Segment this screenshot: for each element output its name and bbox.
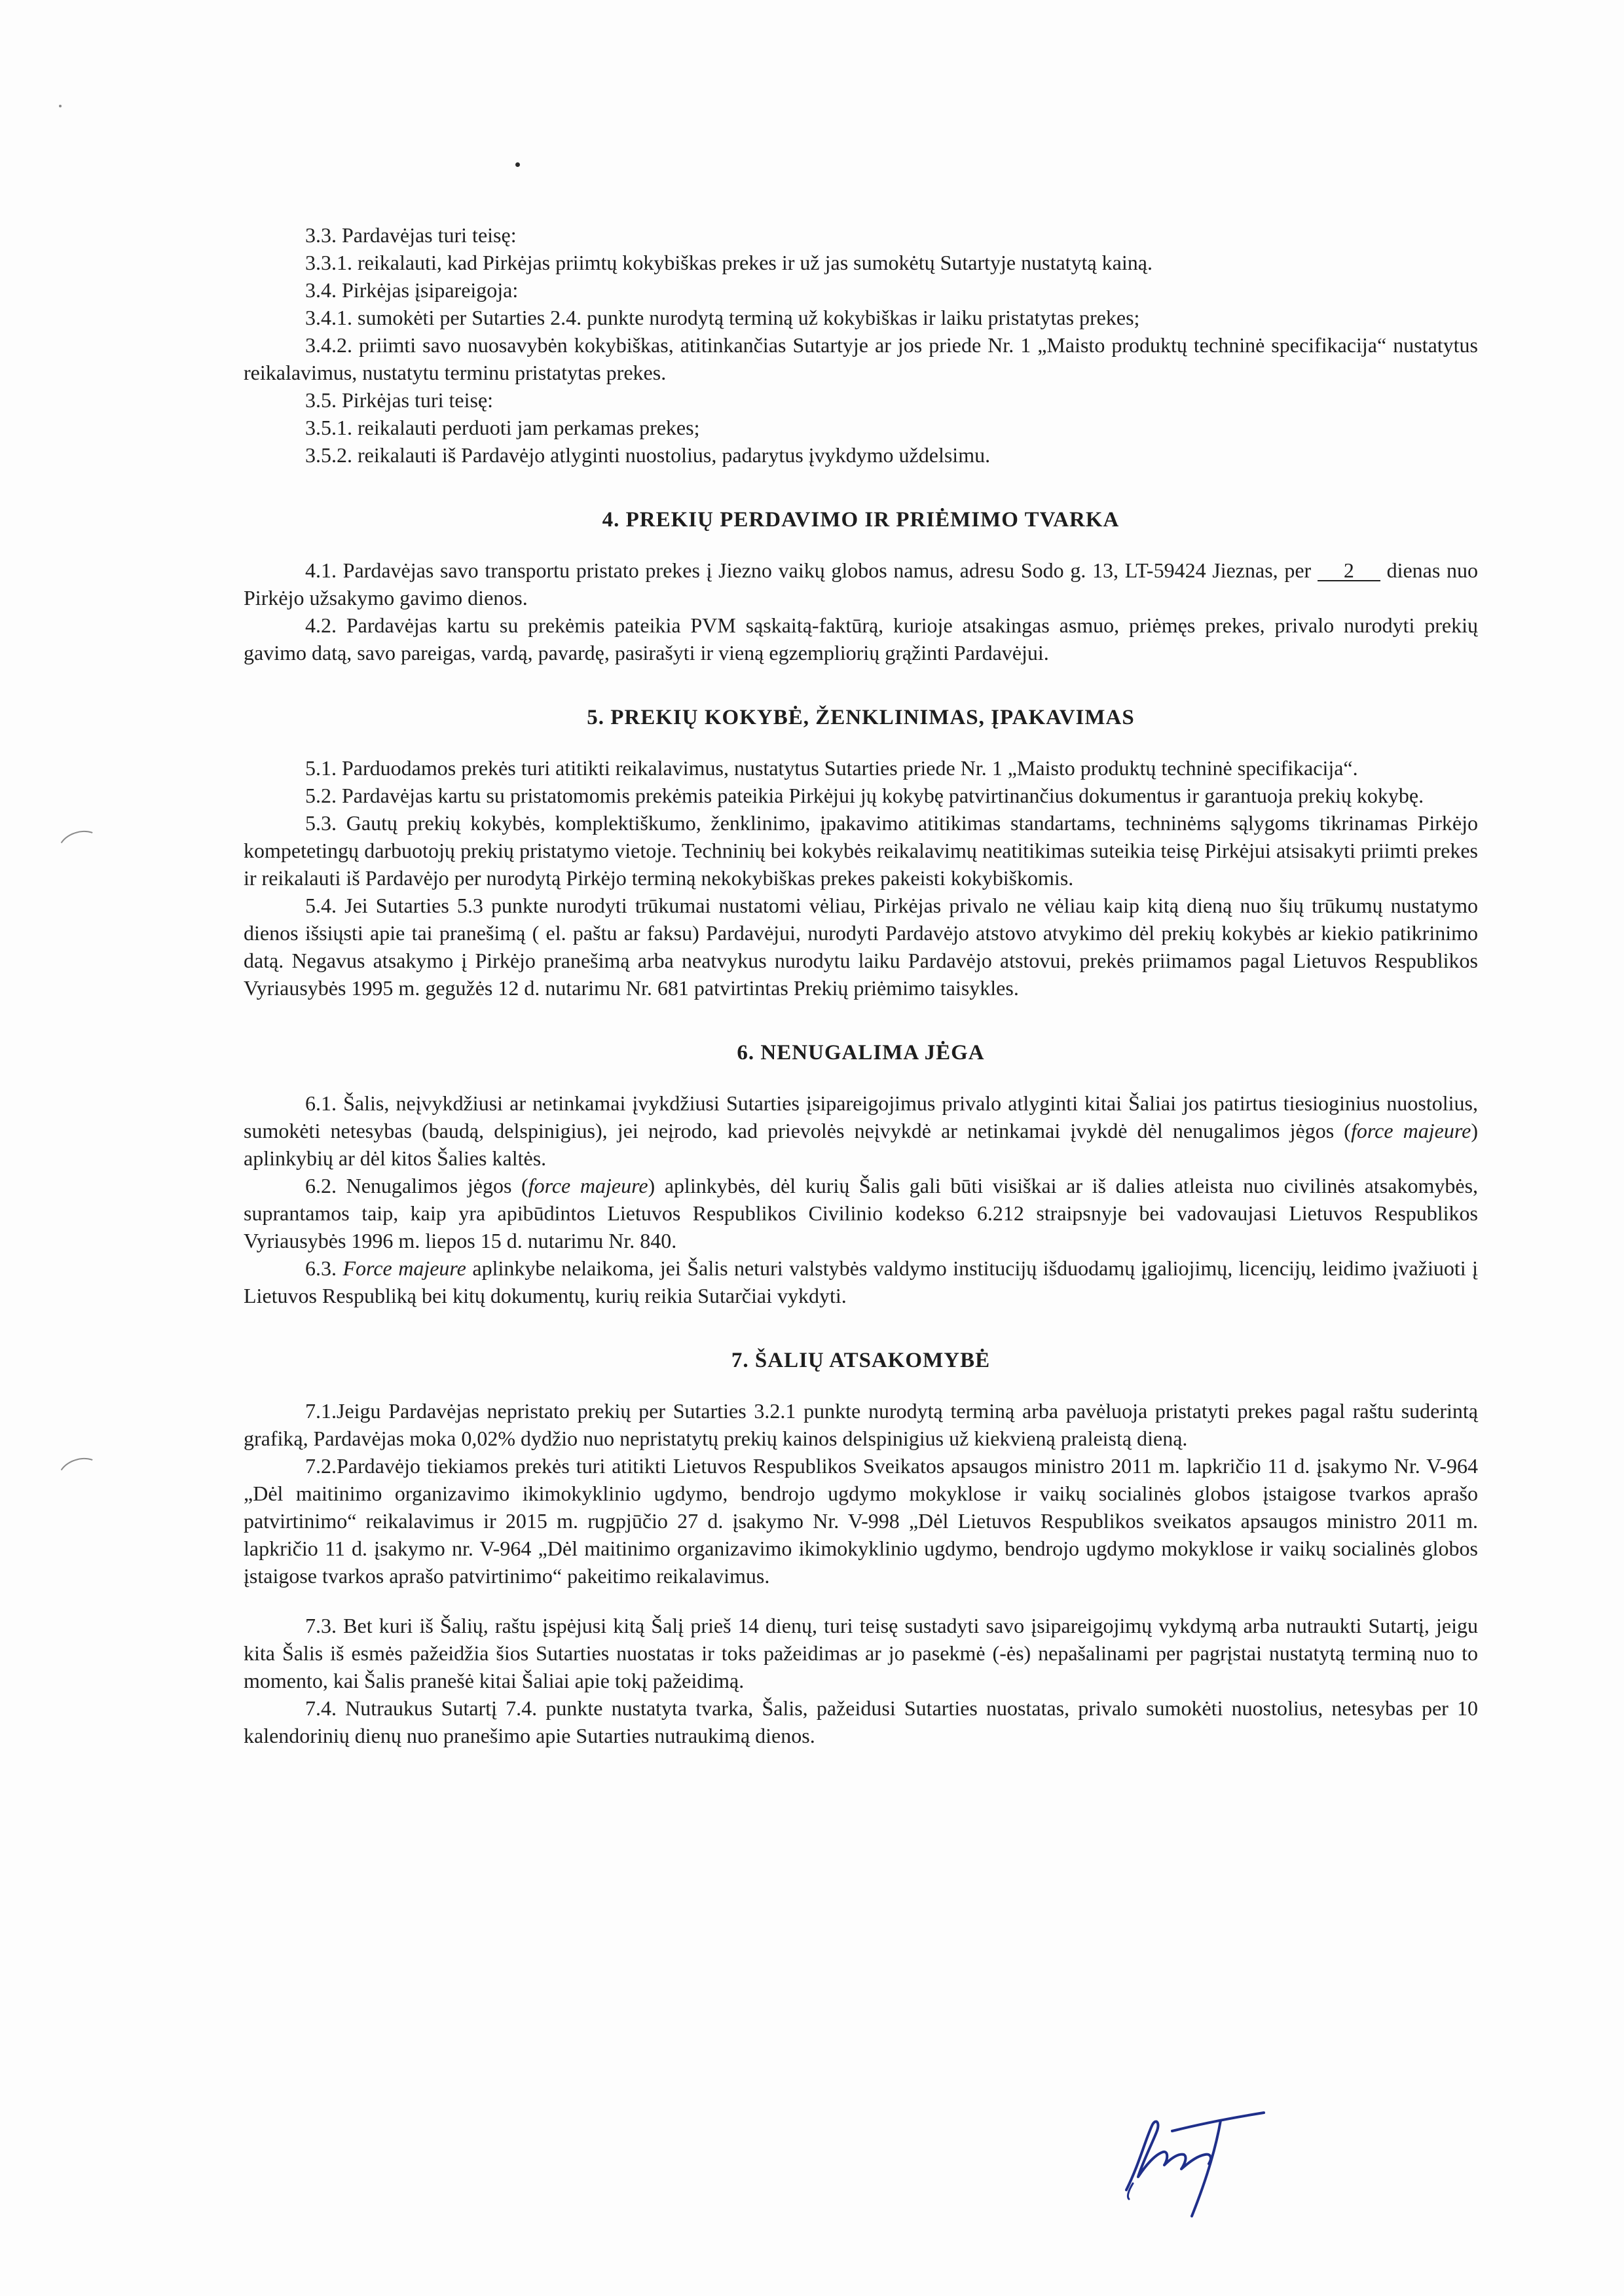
clause-4-1 <box>244 556 1478 611</box>
clause-7-1: 7.1.Jeigu Pardavėjas nepristato prekių per Sutarties 3.2.1 punkte nurodytą terminą arba pavėluoja pristatyti prekes pagal raštu suderintą grafiką, Pardavėjas moka 0,02% dydžio nuo nepristatytų prekių kainos delspinigius už kiekvieną praleistą dieną. <box>244 1399 1478 1450</box>
section-5-heading: 5. PREKIŲ KOKYBĖ, ŽENKLINIMAS, ĮPAKAVIMAS <box>587 706 1135 729</box>
hole-punch-arc-icon <box>54 826 106 869</box>
clause-3-4: 3.4. Pirkėjas įsipareigoja: <box>305 278 519 302</box>
clause-6-2-text-b: ) aplinkybės, dėl kurių Šalis gali būti visiškai ar iš dalies atleista nuo civilinės atsakomybės, suprantamos taip, kaip yra apibūdintos Lietuvos Respublikos Civilinio kodekso 6.212 straipsnyje bei vadovaujasi Lietuvos Respublikos Vyriausybės 1996 m. liepos 15 d. nutarimu Nr. 840. <box>244 1174 1479 1252</box>
clause-6-1 <box>244 1089 1478 1172</box>
clause-6-3-italic: Force majeure <box>342 1256 466 1280</box>
section-7 <box>244 1346 1478 1749</box>
clause-5-4: 5.4. Jei Sutarties 5.3 punkte nurodyti trūkumai nustatomi vėliau, Pirkėjas privalo ne vėliau kaip kitą dieną nuo šių trūkumų nustatymo dienos išsiųsti apie tai pranešimą ( el. paštu ar faksu) Pardavėjui, nurodyti Pardavėjo atstovo atvykimo dėl prekių kokybės ar kiekio patikrinimo datą. Negavus atsakymo į Pirkėjo pranešimą arba neatvykus nurodytu laiku Pardavėjo atstovui, prekės priimamos pagal Lietuvos Respublikos Vyriausybės 1995 m. gegužės 12 d. nutarimu Nr. 681 patvirtintas Prekių priėmimo taisykles. <box>244 894 1478 1000</box>
scan-dot-mark <box>515 162 520 167</box>
clause-3-5-1: 3.5.1. reikalauti perduoti jam perkamas prekes; <box>305 416 700 439</box>
clause-7-4: 7.4. Nutraukus Sutartį 7.4. punkte nustatyta tvarka, Šalis, pažeidusi Sutarties nuostatas, privalo sumokėti nuostolius, netesybas per 10 kalendorinių dienų nuo pranešimo apie Sutarties nutraukimą dienos. <box>244 1696 1478 1747</box>
clause-6-2 <box>244 1172 1478 1254</box>
clause-4-1-text-a: 4.1. Pardavėjas savo transportu pristato prekes į Jiezno vaikų globos namus, adresu Sodo g. 13, LT-59424 Jieznas, per <box>305 558 1312 582</box>
clause-3-5-2: 3.5.2. reikalauti iš Pardavėjo atlyginti nuostolius, padarytus įvykdymo uždelsimu. <box>305 443 991 467</box>
clause-5-2: 5.2. Pardavėjas kartu su pristatomomis prekėmis pateikia Pirkėjui jų kokybę patvirtinančius dokumentus ir garantuoja prekių kokybę. <box>305 784 1424 807</box>
clause-3-3: 3.3. Pardavėjas turi teisę: <box>305 223 517 247</box>
section-5 <box>244 703 1478 1002</box>
clause-6-2-italic: force majeure <box>528 1174 648 1197</box>
clause-4-2: 4.2. Pardavėjas kartu su prekėmis pateikia PVM sąskaitą-faktūrą, kurioje atsakingas asmuo, priėmęs prekes, privalo nurodyti prekių gavimo datą, savo pareigas, vardą, pavardę, pasirašyti ir vieną egzempliorių grąžinti Pardavėjui. <box>244 613 1478 665</box>
clause-3-3-1: 3.3.1. reikalauti, kad Pirkėjas priimtų kokybiškas prekes ir už jas sumokėtų Sutartyje nustatytą kainą. <box>305 251 1153 274</box>
clause-4-1-text-b: dienas nuo Pirkėjo užsakymo gavimo dienos. <box>244 558 1479 610</box>
document-body <box>244 221 1478 1749</box>
clause-3-4-1: 3.4.1. sumokėti per Sutarties 2.4. punkte nurodytą terminą už kokybiškas ir laiku pristatytas prekes; <box>305 306 1140 329</box>
clause-6-2-text-a: 6.2. Nenugalimos jėgos ( <box>305 1174 528 1197</box>
clause-6-1-text-a: 6.1. Šalis, neįvykdžiusi ar netinkamai įvykdžiusi Sutarties įsipareigojimus privalo atlyginti kitai Šaliai jos patirtus tiesioginius nuostolius, sumokėti netesybas (baudą, delspinigius), jei neįrodo, kad prievolės neįvykdė ar netinkamai įvykdė dėl nenugalimos jėgos ( <box>244 1091 1478 1142</box>
section-6-heading: 6. NENUGALIMA JĖGA <box>737 1041 985 1065</box>
scan-dot-mark <box>59 105 62 107</box>
clause-6-1-italic: force majeure <box>1350 1119 1471 1142</box>
clause-6-3-text-a: 6.3. <box>305 1256 343 1280</box>
delivery-days-blank: 2 <box>1318 560 1380 581</box>
clause-5-3: 5.3. Gautų prekių kokybės, komplektiškumo, ženklinimo, įpakavimo atitikimas standartams, techninėms sąlygoms tikrinamas Pirkėjo kompetetingų darbuotojų prekių pristatymo vietoje. Techninių bei kokybės reikalavimų neatitikimas suteikia teisę Pirkėjui atsisakyti priimti prekes ir reikalauti iš Pardavėjo per nurodytą Pirkėjo terminą nekokybiškas prekes pakeisti kokybiškomis. <box>244 811 1478 890</box>
clause-7-3: 7.3. Bet kuri iš Šalių, raštu įspėjusi kitą Šalį prieš 14 dienų, turi teisę sustadyti savo įsipareigojimų vykdymą arba nutraukti Sutartį, jeigu kita Šalis iš esmės pažeidžia šios Sutarties nuostatas ir toks pažeidimas ar jo pasekmė (-ės) nepašalinami per pagrįstai nustatytą terminą nuo to momento, kai Šalis pranešė kitai Šaliai apie tokį pažeidimą. <box>244 1614 1478 1692</box>
section-4-heading: 4. PREKIŲ PERDAVIMO IR PRIĖMIMO TVARKA <box>602 508 1120 532</box>
clause-6-1-text-b: ) aplinkybių ar dėl kitos Šalies kaltės. <box>244 1119 1478 1170</box>
clause-6-3-text-b: aplinkybe nelaikoma, jei Šalis neturi valstybės valdymo institucijų išduodamų įgaliojimų, licencijų, leidimo įvažiuoti į Lietuvos Respubliką bei kitų dokumentų, kurių reikia Sutarčiai vykdyti. <box>244 1256 1479 1307</box>
clause-3-5: 3.5. Pirkėjas turi teisę: <box>305 388 494 412</box>
section-6 <box>244 1038 1478 1309</box>
section-4 <box>244 505 1478 666</box>
clause-6-3 <box>244 1254 1478 1309</box>
clause-5-1: 5.1. Parduodamos prekės turi atitikti reikalavimus, nustatytus Sutarties priede Nr. 1 „Maisto produktų techninė specifikacija“. <box>305 756 1358 780</box>
section-7-heading: 7. ŠALIŲ ATSAKOMYBĖ <box>731 1349 991 1372</box>
handwritten-signature-icon <box>1100 2092 1270 2223</box>
clause-7-2: 7.2.Pardavėjo tiekiamos prekės turi atitikti Lietuvos Respublikos Sveikatos apsaugos ministro 2011 m. lapkričio 11 d. įsakymo Nr. V-964 „Dėl maitinimo organizavimo ikimokyklinio ugdymo, bendrojo ugdymo mokyklose ir vaikų socialinės globos įstaigose tvarkos aprašo patvirtinimo“ reikalavimus ir 2015 m. rugpjūčio 27 d. įsakymo Nr. V-998 „Dėl Lietuvos Respublikos sveikatos apsaugos ministro 2011 m. lapkričio 11 d. įsakymo nr. V-964 „Dėl maitinimo organizavimo ikimokyklinio ugdymo, bendrojo ugdymo mokyklose ir vaikų socialinės globos įstaigose tvarkos aprašo patvirtinimo“ pakeitimo reikalavimus. <box>244 1454 1478 1588</box>
hole-punch-arc-icon <box>54 1453 106 1497</box>
section-3 <box>244 221 1478 469</box>
clause-3-4-2: 3.4.2. priimti savo nuosavybėn kokybiškas, atitinkančias Sutartyje ar jos priede Nr. 1 „Maisto produktų techninė specifikacija“ nustatytus reikalavimus, nustatytu terminu pristatytas prekes. <box>244 333 1478 384</box>
